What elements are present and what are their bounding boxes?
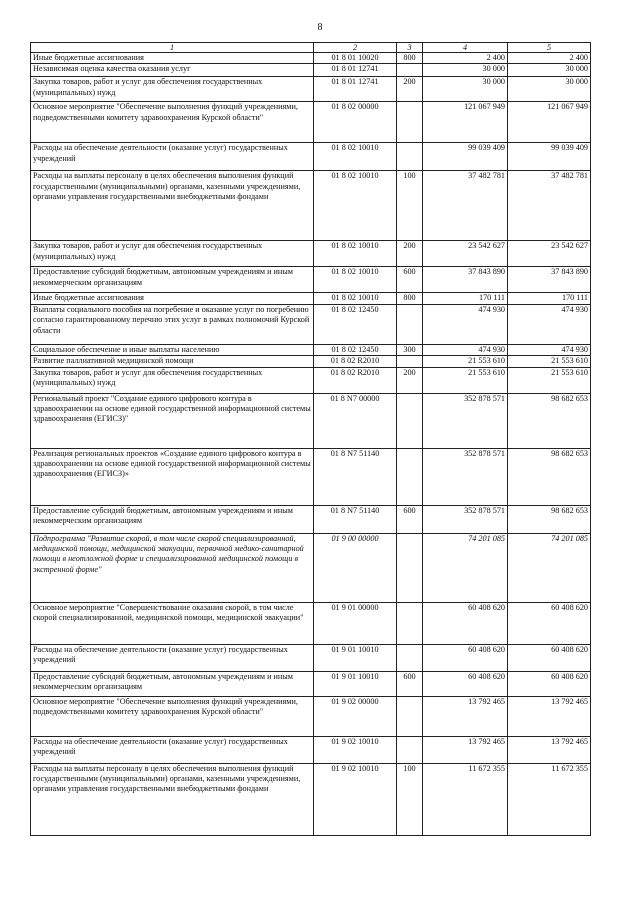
row-amount-col4-cell: 352 878 571 xyxy=(423,505,508,533)
row-name-cell: Закупка товаров, работ и услуг для обеспечения государственных (муниципальных) нужд xyxy=(31,77,314,102)
row-amount-col5-cell: 98 682 653 xyxy=(508,505,591,533)
row-name-cell: Развитие паллиативной медицинской помощи xyxy=(31,356,314,367)
table-row xyxy=(31,448,591,505)
row-name-cell: Подпрограмма "Развитие скорой, в том числе скорой специализированной, медицинской помощи, медицинской эвакуации, первичной медико-санитарной помощи в неотложной форме и специализированной медицинской помощи в экстренной форме" xyxy=(31,533,314,602)
table-row xyxy=(31,267,591,293)
row-name-cell: Расходы на выплаты персоналу в целях обеспечения выполнения функций государственными (муниципальными) органами, казенными учреждениями, органами управления государственными внебюджетными фондами xyxy=(31,171,314,241)
row-expense-type-cell: 600 xyxy=(397,671,423,696)
row-amount-col4-cell: 13 792 465 xyxy=(423,736,508,763)
budget-table xyxy=(30,42,591,836)
row-amount-col5-cell: 474 930 xyxy=(508,344,591,355)
row-amount-col4-cell: 74 201 085 xyxy=(423,533,508,602)
column-number-row xyxy=(31,43,591,53)
row-name-cell: Реализация региональных проектов «Создание единого цифрового контура в здравоохранении на основе единой государственной информационной системы здравоохранения (ЕГИСЗ)» xyxy=(31,448,314,505)
row-expense-type-cell xyxy=(397,644,423,671)
row-amount-col5-cell: 21 553 610 xyxy=(508,367,591,393)
column-header-2: 2 xyxy=(314,43,397,53)
row-name-cell: Региональный проект "Создание единого цифрового контура в здравоохранении на основе единой государственной информационной системы здравоохранения (ЕГИСЗ)" xyxy=(31,393,314,448)
row-code-cell: 01 9 00 00000 xyxy=(314,533,397,602)
row-amount-col5-cell: 99 039 409 xyxy=(508,143,591,171)
row-amount-col5-cell: 60 408 620 xyxy=(508,644,591,671)
row-amount-col4-cell: 2 400 xyxy=(423,53,508,64)
column-header-4: 4 xyxy=(423,43,508,53)
row-code-cell: 01 8 02 R2010 xyxy=(314,367,397,393)
row-amount-col4-cell: 99 039 409 xyxy=(423,143,508,171)
row-expense-type-cell xyxy=(397,356,423,367)
row-expense-type-cell: 200 xyxy=(397,367,423,393)
table-row xyxy=(31,64,591,77)
row-amount-col4-cell: 21 553 610 xyxy=(423,367,508,393)
row-amount-col4-cell: 170 111 xyxy=(423,293,508,304)
row-name-cell: Расходы на обеспечение деятельности (оказание услуг) государственных учреждений xyxy=(31,143,314,171)
row-name-cell: Основное мероприятие "Обеспечение выполнения функций учреждениями, подведомственными комитету здравоохранения Курской области" xyxy=(31,102,314,143)
row-amount-col5-cell: 13 792 465 xyxy=(508,736,591,763)
row-amount-col4-cell: 352 878 571 xyxy=(423,393,508,448)
table-row xyxy=(31,304,591,344)
row-amount-col5-cell: 13 792 465 xyxy=(508,696,591,736)
row-name-cell: Иные бюджетные ассигнования xyxy=(31,53,314,64)
row-amount-col4-cell: 60 408 620 xyxy=(423,602,508,644)
row-name-cell: Иные бюджетные ассигнования xyxy=(31,293,314,304)
row-amount-col5-cell: 30 000 xyxy=(508,77,591,102)
table-row xyxy=(31,763,591,835)
row-amount-col5-cell: 170 111 xyxy=(508,293,591,304)
table-row xyxy=(31,344,591,355)
row-expense-type-cell: 800 xyxy=(397,53,423,64)
row-code-cell: 01 8 01 10020 xyxy=(314,53,397,64)
row-expense-type-cell: 100 xyxy=(397,171,423,241)
table-row xyxy=(31,143,591,171)
row-name-cell: Независимая оценка качества оказания услуг xyxy=(31,64,314,77)
row-expense-type-cell xyxy=(397,736,423,763)
row-expense-type-cell: 300 xyxy=(397,344,423,355)
row-amount-col4-cell: 30 000 xyxy=(423,64,508,77)
row-amount-col4-cell: 13 792 465 xyxy=(423,696,508,736)
row-name-cell: Расходы на обеспечение деятельности (оказание услуг) государственных учреждений xyxy=(31,644,314,671)
row-expense-type-cell: 800 xyxy=(397,293,423,304)
row-amount-col4-cell: 121 067 949 xyxy=(423,102,508,143)
table-row xyxy=(31,241,591,267)
row-code-cell: 01 8 02 10010 xyxy=(314,267,397,293)
row-amount-col5-cell: 60 408 620 xyxy=(508,602,591,644)
row-code-cell: 01 9 01 10010 xyxy=(314,644,397,671)
table-row xyxy=(31,171,591,241)
table-row xyxy=(31,53,591,64)
row-amount-col4-cell: 11 672 355 xyxy=(423,763,508,835)
row-code-cell: 01 9 02 00000 xyxy=(314,696,397,736)
table-row xyxy=(31,602,591,644)
table-row xyxy=(31,77,591,102)
row-amount-col4-cell: 60 408 620 xyxy=(423,671,508,696)
row-name-cell: Закупка товаров, работ и услуг для обеспечения государственных (муниципальных) нужд xyxy=(31,241,314,267)
row-amount-col5-cell: 37 843 890 xyxy=(508,267,591,293)
row-amount-col5-cell: 30 000 xyxy=(508,64,591,77)
row-amount-col4-cell: 352 878 571 xyxy=(423,448,508,505)
row-code-cell: 01 8 N7 51140 xyxy=(314,448,397,505)
row-name-cell: Предоставление субсидий бюджетным, автономным учреждениям и иным некоммерческим организациям xyxy=(31,671,314,696)
row-expense-type-cell: 600 xyxy=(397,505,423,533)
table-row xyxy=(31,736,591,763)
row-name-cell: Социальное обеспечение и иные выплаты населению xyxy=(31,344,314,355)
column-header-1: 1 xyxy=(31,43,314,53)
row-expense-type-cell xyxy=(397,393,423,448)
row-expense-type-cell xyxy=(397,448,423,505)
row-name-cell: Основное мероприятие "Обеспечение выполнения функций учреждениями, подведомственными комитету здравоохранения Курской области" xyxy=(31,696,314,736)
table-row xyxy=(31,393,591,448)
table-row xyxy=(31,293,591,304)
row-expense-type-cell: 100 xyxy=(397,763,423,835)
row-expense-type-cell xyxy=(397,143,423,171)
row-amount-col4-cell: 37 482 781 xyxy=(423,171,508,241)
row-code-cell: 01 8 N7 00000 xyxy=(314,393,397,448)
row-code-cell: 01 8 02 10010 xyxy=(314,293,397,304)
page-number: 8 xyxy=(317,22,323,33)
row-expense-type-cell xyxy=(397,304,423,344)
table-row xyxy=(31,696,591,736)
row-expense-type-cell: 200 xyxy=(397,241,423,267)
row-amount-col5-cell: 98 682 653 xyxy=(508,448,591,505)
row-amount-col4-cell: 23 542 627 xyxy=(423,241,508,267)
row-code-cell: 01 8 02 10010 xyxy=(314,143,397,171)
row-amount-col4-cell: 474 930 xyxy=(423,344,508,355)
table-row xyxy=(31,644,591,671)
row-code-cell: 01 8 02 00000 xyxy=(314,102,397,143)
row-amount-col4-cell: 30 000 xyxy=(423,77,508,102)
row-amount-col5-cell: 60 408 620 xyxy=(508,671,591,696)
row-name-cell: Основное мероприятие "Совершенствование оказания скорой, в том числе скорой специализированной, медицинской помощи, медицинской эвакуации" xyxy=(31,602,314,644)
row-code-cell: 01 9 01 10010 xyxy=(314,671,397,696)
table-row xyxy=(31,505,591,533)
row-code-cell: 01 8 02 10010 xyxy=(314,171,397,241)
row-expense-type-cell: 200 xyxy=(397,77,423,102)
table-row xyxy=(31,533,591,602)
row-expense-type-cell xyxy=(397,102,423,143)
row-amount-col5-cell: 23 542 627 xyxy=(508,241,591,267)
row-amount-col5-cell: 2 400 xyxy=(508,53,591,64)
row-amount-col5-cell: 474 930 xyxy=(508,304,591,344)
row-expense-type-cell xyxy=(397,533,423,602)
row-code-cell: 01 8 01 12741 xyxy=(314,64,397,77)
row-expense-type-cell xyxy=(397,602,423,644)
row-amount-col5-cell: 21 553 610 xyxy=(508,356,591,367)
row-code-cell: 01 9 02 10010 xyxy=(314,736,397,763)
column-header-5: 5 xyxy=(508,43,591,53)
table-row xyxy=(31,356,591,367)
row-amount-col5-cell: 121 067 949 xyxy=(508,102,591,143)
row-name-cell: Предоставление субсидий бюджетным, автономным учреждениям и иным некоммерческим организациям xyxy=(31,267,314,293)
row-amount-col4-cell: 474 930 xyxy=(423,304,508,344)
table-row xyxy=(31,367,591,393)
row-code-cell: 01 8 02 R2010 xyxy=(314,356,397,367)
row-amount-col4-cell: 21 553 610 xyxy=(423,356,508,367)
row-amount-col4-cell: 37 843 890 xyxy=(423,267,508,293)
row-amount-col5-cell: 98 682 653 xyxy=(508,393,591,448)
row-name-cell: Расходы на обеспечение деятельности (оказание услуг) государственных учреждений xyxy=(31,736,314,763)
table-row xyxy=(31,102,591,143)
row-amount-col5-cell: 37 482 781 xyxy=(508,171,591,241)
row-amount-col5-cell: 74 201 085 xyxy=(508,533,591,602)
row-name-cell: Закупка товаров, работ и услуг для обеспечения государственных (муниципальных) нужд xyxy=(31,367,314,393)
row-name-cell: Выплаты социального пособия на погребение и оказание услуг по погребению согласно гарантированному перечню этих услуг в рамках полномочий Курской области xyxy=(31,304,314,344)
table-row xyxy=(31,671,591,696)
row-amount-col5-cell: 11 672 355 xyxy=(508,763,591,835)
row-expense-type-cell xyxy=(397,696,423,736)
row-expense-type-cell xyxy=(397,64,423,77)
table-body xyxy=(31,53,591,836)
row-amount-col4-cell: 60 408 620 xyxy=(423,644,508,671)
row-code-cell: 01 8 01 12741 xyxy=(314,77,397,102)
row-name-cell: Расходы на выплаты персоналу в целях обеспечения выполнения функций государственными (муниципальными) органами, казенными учреждениями, органами управления государственными внебюджетными фондами xyxy=(31,763,314,835)
row-code-cell: 01 8 N7 51140 xyxy=(314,505,397,533)
column-header-3: 3 xyxy=(397,43,423,53)
row-code-cell: 01 9 02 10010 xyxy=(314,763,397,835)
row-expense-type-cell: 600 xyxy=(397,267,423,293)
row-code-cell: 01 9 01 00000 xyxy=(314,602,397,644)
row-code-cell: 01 8 02 10010 xyxy=(314,241,397,267)
row-code-cell: 01 8 02 12450 xyxy=(314,344,397,355)
row-code-cell: 01 8 02 12450 xyxy=(314,304,397,344)
row-name-cell: Предоставление субсидий бюджетным, автономным учреждениям и иным некоммерческим организациям xyxy=(31,505,314,533)
